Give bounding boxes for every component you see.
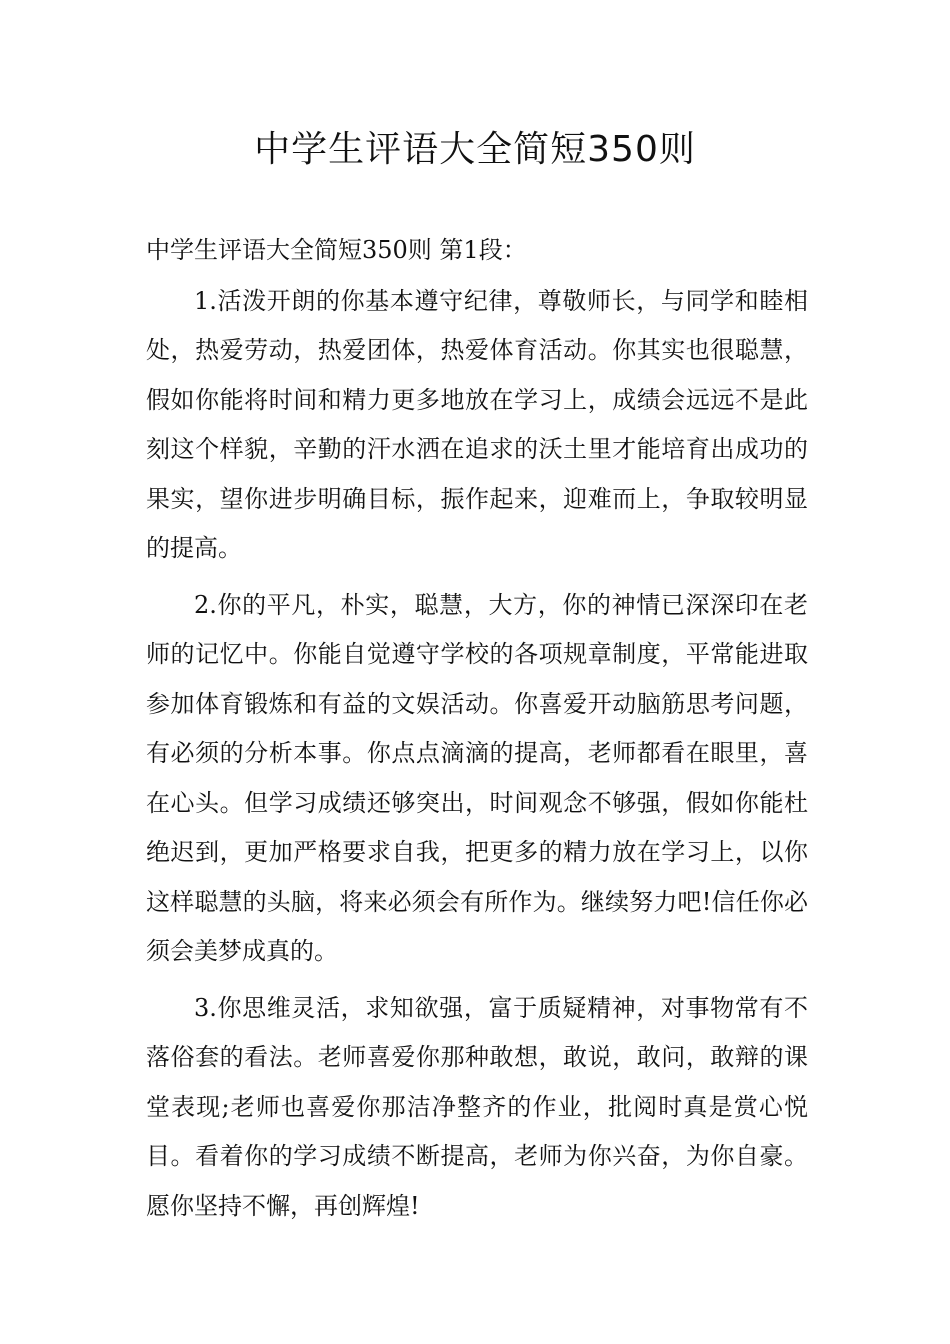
comment-paragraph-1: 1.活泼开朗的你基本遵守纪律，尊敬师长，与同学和睦相处，热爱劳动，热爱团体，热爱体育活动。你其实也很聪慧，假如你能将时间和精力更多地放在学习上，成绩会远远不是此刻这个样貌，辛勤的汗水洒在追求的沃土里才能培育出成功的果实，望你进步明确目标，振作起来，迎难而上，争取较明显的提高。 bbox=[146, 286, 808, 562]
comment-paragraph-2: 2.你的平凡，朴实，聪慧，大方，你的神情已深深印在老师的记忆中。你能自觉遵守学校的各项规章制度，平常能进取参加体育锻炼和有益的文娱活动。你喜爱开动脑筋思考问题，有必须的分析本事。你点点滴滴的提高，老师都看在眼里，喜在心头。但学习成绩还够突出，时间观念不够强，假如你能杜绝迟到，更加严格要求自我，把更多的精力放在学习上，以你这样聪慧的头脑，将来必须会有所作为。继续努力吧!信任你必须会美梦成真的。 bbox=[146, 590, 808, 965]
comment-paragraph-3: 3.你思维灵活，求知欲强，富于质疑精神，对事物常有不落俗套的看法。老师喜爱你那种敢想，敢说，敢问，敢辩的课堂表现;老师也喜爱你那洁净整齐的作业，批阅时真是赏心悦目。看着你的学习成绩不断提高，老师为你兴奋，为你自豪。愿你坚持不懈，再创辉煌! bbox=[146, 993, 808, 1220]
section-heading: 中学生评语大全简短350则 第1段： bbox=[146, 236, 527, 264]
document-body bbox=[146, 226, 808, 1238]
document-title: 中学生评语大全简短350则 bbox=[254, 129, 696, 170]
